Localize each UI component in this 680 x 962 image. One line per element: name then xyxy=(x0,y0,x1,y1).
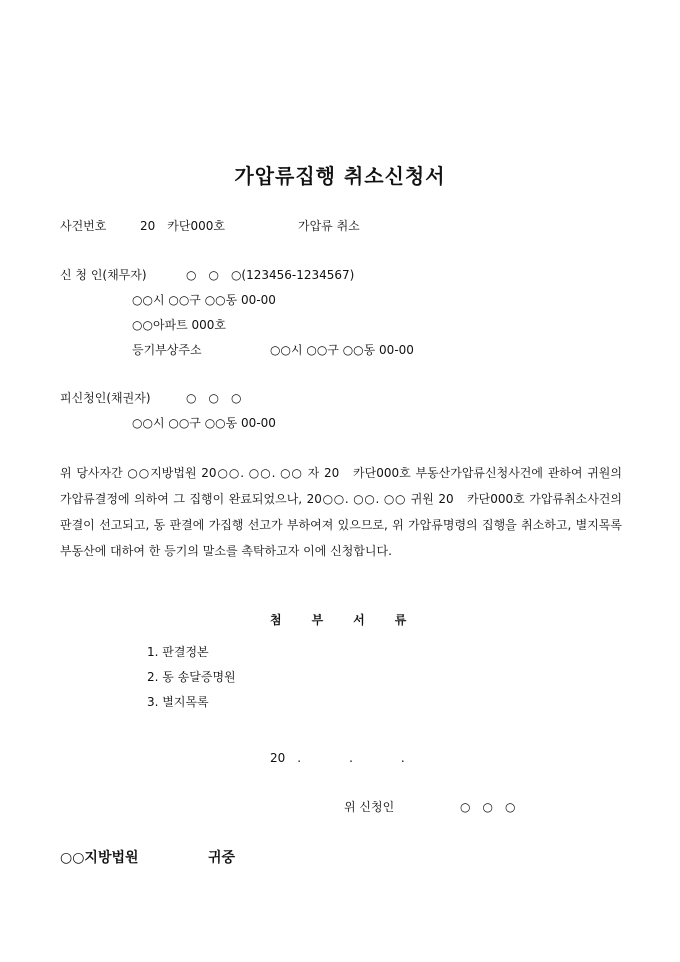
signature-label: 위 신청인 xyxy=(344,800,395,814)
applicant-name: ○ ○ ○(123456-1234567) xyxy=(186,268,355,282)
case-name: 가압류 취소 xyxy=(298,219,360,233)
case-number-label: 사건번호 xyxy=(60,219,107,233)
application-body-text: 위 당사자간 ○○지방법원 20○○. ○○. ○○ 자 20 카단000호 부동산가압류신청사건에 관하여 귀원의 가압류결정에 의하여 그 집행이 완료되었으나, 20○○. ○○. ○○ 귀원 20 카단000호 가압류취소사건의 판결이 선고되고, 동 판결에 가집행 선고가 부하여져 있으므로, 위 가압류명령의 집행을 취소하고, 별지목록 부동산에 대하여 한 등기의 말소를 촉탁하고자 이에 신청합니다. xyxy=(60,466,622,558)
court-name: ○○지방법원 xyxy=(60,850,139,866)
respondent-label: 피신청인(채권자) xyxy=(60,391,151,405)
registry-address-label: 등기부상주소 xyxy=(132,343,202,357)
attachments-heading: 첨부서류 xyxy=(270,613,437,627)
registry-address-value: ○○시 ○○구 ○○동 00-00 xyxy=(270,343,414,357)
document-title: 가압류집행 취소신청서 xyxy=(234,164,446,188)
applicant-label: 신 청 인(채무자) xyxy=(60,268,147,282)
attachment-item: 1. 판결정본 xyxy=(147,645,209,659)
date-line: 20 . . . xyxy=(270,751,405,765)
applicant-address-line1: ○○시 ○○구 ○○동 00-00 xyxy=(132,293,276,307)
case-number-value: 20 카단000호 xyxy=(140,219,225,233)
attachment-item: 2. 동 송달증명원 xyxy=(147,670,236,684)
court-honorific: 귀중 xyxy=(208,850,236,866)
signature-name: ○ ○ ○ xyxy=(460,800,516,814)
applicant-address-line2: ○○아파트 000호 xyxy=(132,318,227,332)
respondent-address: ○○시 ○○구 ○○동 00-00 xyxy=(132,416,276,430)
respondent-name: ○ ○ ○ xyxy=(186,391,242,405)
attachment-item: 3. 별지목록 xyxy=(147,695,209,709)
